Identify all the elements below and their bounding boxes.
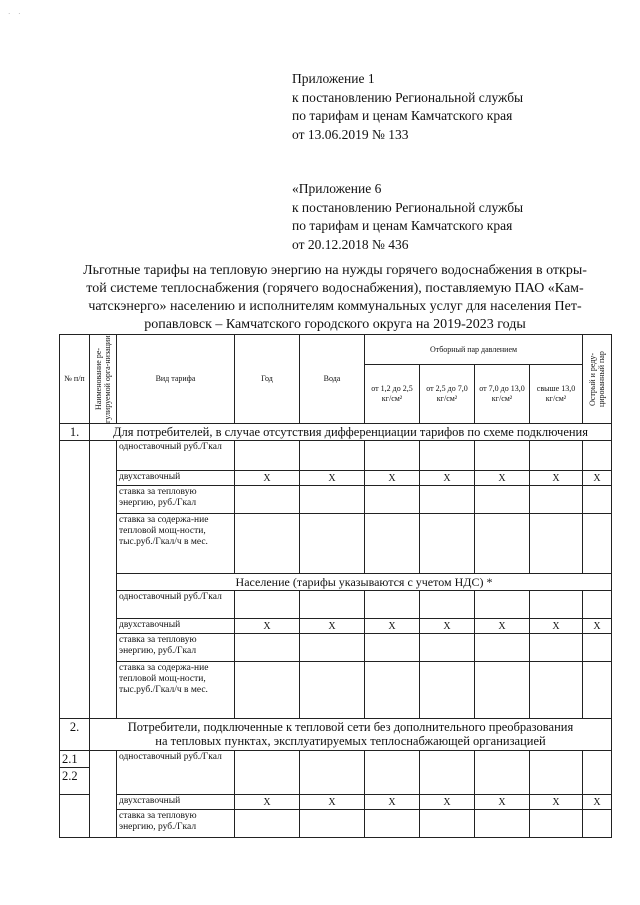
row-label-two-rate: двухставочный <box>117 471 235 486</box>
row-label-capacity-rate <box>117 662 235 719</box>
appendix-line: от 13.06.2019 № 133 <box>292 126 409 142</box>
header-org: Наименование ре-гулируемой орга-низации <box>94 335 112 423</box>
x-mark: X <box>235 795 300 810</box>
row-label-energy-rate: ставка за тепловую энергию, руб./Гкал <box>117 486 235 514</box>
header-sharp: Острый и реду-цированный пар <box>588 351 606 407</box>
header-kind: Вид тарифа <box>117 335 235 424</box>
header-pressure-4: свыше 13,0 кг/см² <box>530 365 583 424</box>
header-pressure-3: от 7,0 до 13,0 кг/см² <box>475 365 530 424</box>
appendix-line: «Приложение 6 <box>292 181 382 196</box>
x-mark: X <box>530 471 583 486</box>
section-1-num: 1. <box>60 424 90 441</box>
title-line: Льготные тарифы на тепловую энергию на нужды горячего водоснабжения в откры- <box>83 263 587 278</box>
appendix-line: от 20.12.2018 № 436 <box>292 236 409 252</box>
row-label-energy-rate: ставка за тепловую энергию, руб./Гкал <box>117 634 235 662</box>
num-cell-empty <box>60 441 90 719</box>
population-heading: Население (тарифы указываются с учетом НДС) * <box>117 574 612 591</box>
scan-mark: · · <box>8 10 24 18</box>
x-mark: X <box>583 619 612 634</box>
x-mark: X <box>530 619 583 634</box>
row-label-capacity-rate <box>117 514 235 574</box>
document-title <box>55 262 615 334</box>
x-mark: X <box>365 795 420 810</box>
x-mark: X <box>420 471 475 486</box>
capacity-rate-text: ставка за содержа-ние тепловой мощ-ности, <box>119 663 209 684</box>
x-mark: X <box>235 619 300 634</box>
section-1-title: Для потребителей, в случае отсутствия дифференциации тарифов по схеме подключения <box>90 424 612 441</box>
x-mark: X <box>365 471 420 486</box>
capacity-rate-text: ставка за содержа-ние тепловой мощ-ности, <box>119 515 209 536</box>
appendix-line: Приложение 1 <box>292 71 375 86</box>
x-mark: X <box>300 795 365 810</box>
header-steam-group: Отборный пар давлением <box>365 335 583 365</box>
capacity-rate-unit: тыс.руб./Гкал/ч в мес. <box>119 685 208 695</box>
sub-num-2-1: 2.1 <box>60 751 89 768</box>
section-2-title <box>90 719 612 751</box>
section-2-line-2: на тепловых пунктах, эксплуатируемых теплоснабжающей организацией <box>155 734 546 748</box>
appendix-line: к постановлению Региональной службы <box>292 199 524 215</box>
row-label-energy-rate: ставка за тепловую энергию, руб./Гкал <box>117 810 235 838</box>
appendix-6-header <box>292 180 523 254</box>
appendix-1-header <box>292 70 523 144</box>
row-label-one-rate: одноставочный руб./Гкал <box>117 441 235 471</box>
row-label-one-rate: одноставочный руб./Гкал <box>117 751 235 795</box>
x-mark: X <box>530 795 583 810</box>
section-2-line-1: Потребители, подключенные к тепловой сети без дополнительного преобразования <box>127 720 574 734</box>
title-line: той системе теплоснабжения (горячего водоснабжения), поставляемую ПАО «Кам- <box>86 281 584 296</box>
num-cell-empty <box>60 795 90 838</box>
x-mark: X <box>235 471 300 486</box>
header-pressure-2: от 2,5 до 7,0 кг/см² <box>420 365 475 424</box>
title-line: ропавловск – Камчатского городского округа на 2019-2023 годы <box>144 317 526 332</box>
appendix-line: по тарифам и ценам Камчатского края <box>292 108 513 123</box>
row-label-two-rate: двухставочный <box>117 619 235 634</box>
header-year: Год <box>235 335 300 424</box>
org-cell-empty <box>90 441 117 719</box>
section-2-num: 2. <box>60 719 90 751</box>
x-mark: X <box>475 795 530 810</box>
capacity-rate-unit: тыс.руб./Гкал/ч в мес. <box>119 537 208 547</box>
x-mark: X <box>300 619 365 634</box>
header-num: № п/п <box>60 335 90 424</box>
header-water: Вода <box>300 335 365 424</box>
appendix-line: по тарифам и ценам Камчатского края <box>292 218 513 233</box>
row-label-two-rate: двухставочный <box>117 795 235 810</box>
header-pressure-1: от 1,2 до 2,5 кг/см² <box>365 365 420 424</box>
x-mark: X <box>475 471 530 486</box>
sub-num-cell <box>60 751 90 795</box>
x-mark: X <box>300 471 365 486</box>
header-sharp-cell <box>583 335 612 424</box>
x-mark: X <box>583 795 612 810</box>
x-mark: X <box>420 795 475 810</box>
x-mark: X <box>475 619 530 634</box>
tariff-table <box>59 334 612 838</box>
x-mark: X <box>583 471 612 486</box>
x-mark: X <box>420 619 475 634</box>
sub-num-2-2: 2.2 <box>62 769 78 783</box>
org-cell-empty <box>90 751 117 838</box>
title-line: чатскэнерго» населению и исполнителям коммунальных услуг для населения Пет- <box>88 299 582 314</box>
header-org-cell <box>90 335 117 424</box>
x-mark: X <box>365 619 420 634</box>
appendix-line: к постановлению Региональной службы <box>292 89 524 105</box>
row-label-one-rate: одноставочный руб./Гкал <box>117 591 235 619</box>
